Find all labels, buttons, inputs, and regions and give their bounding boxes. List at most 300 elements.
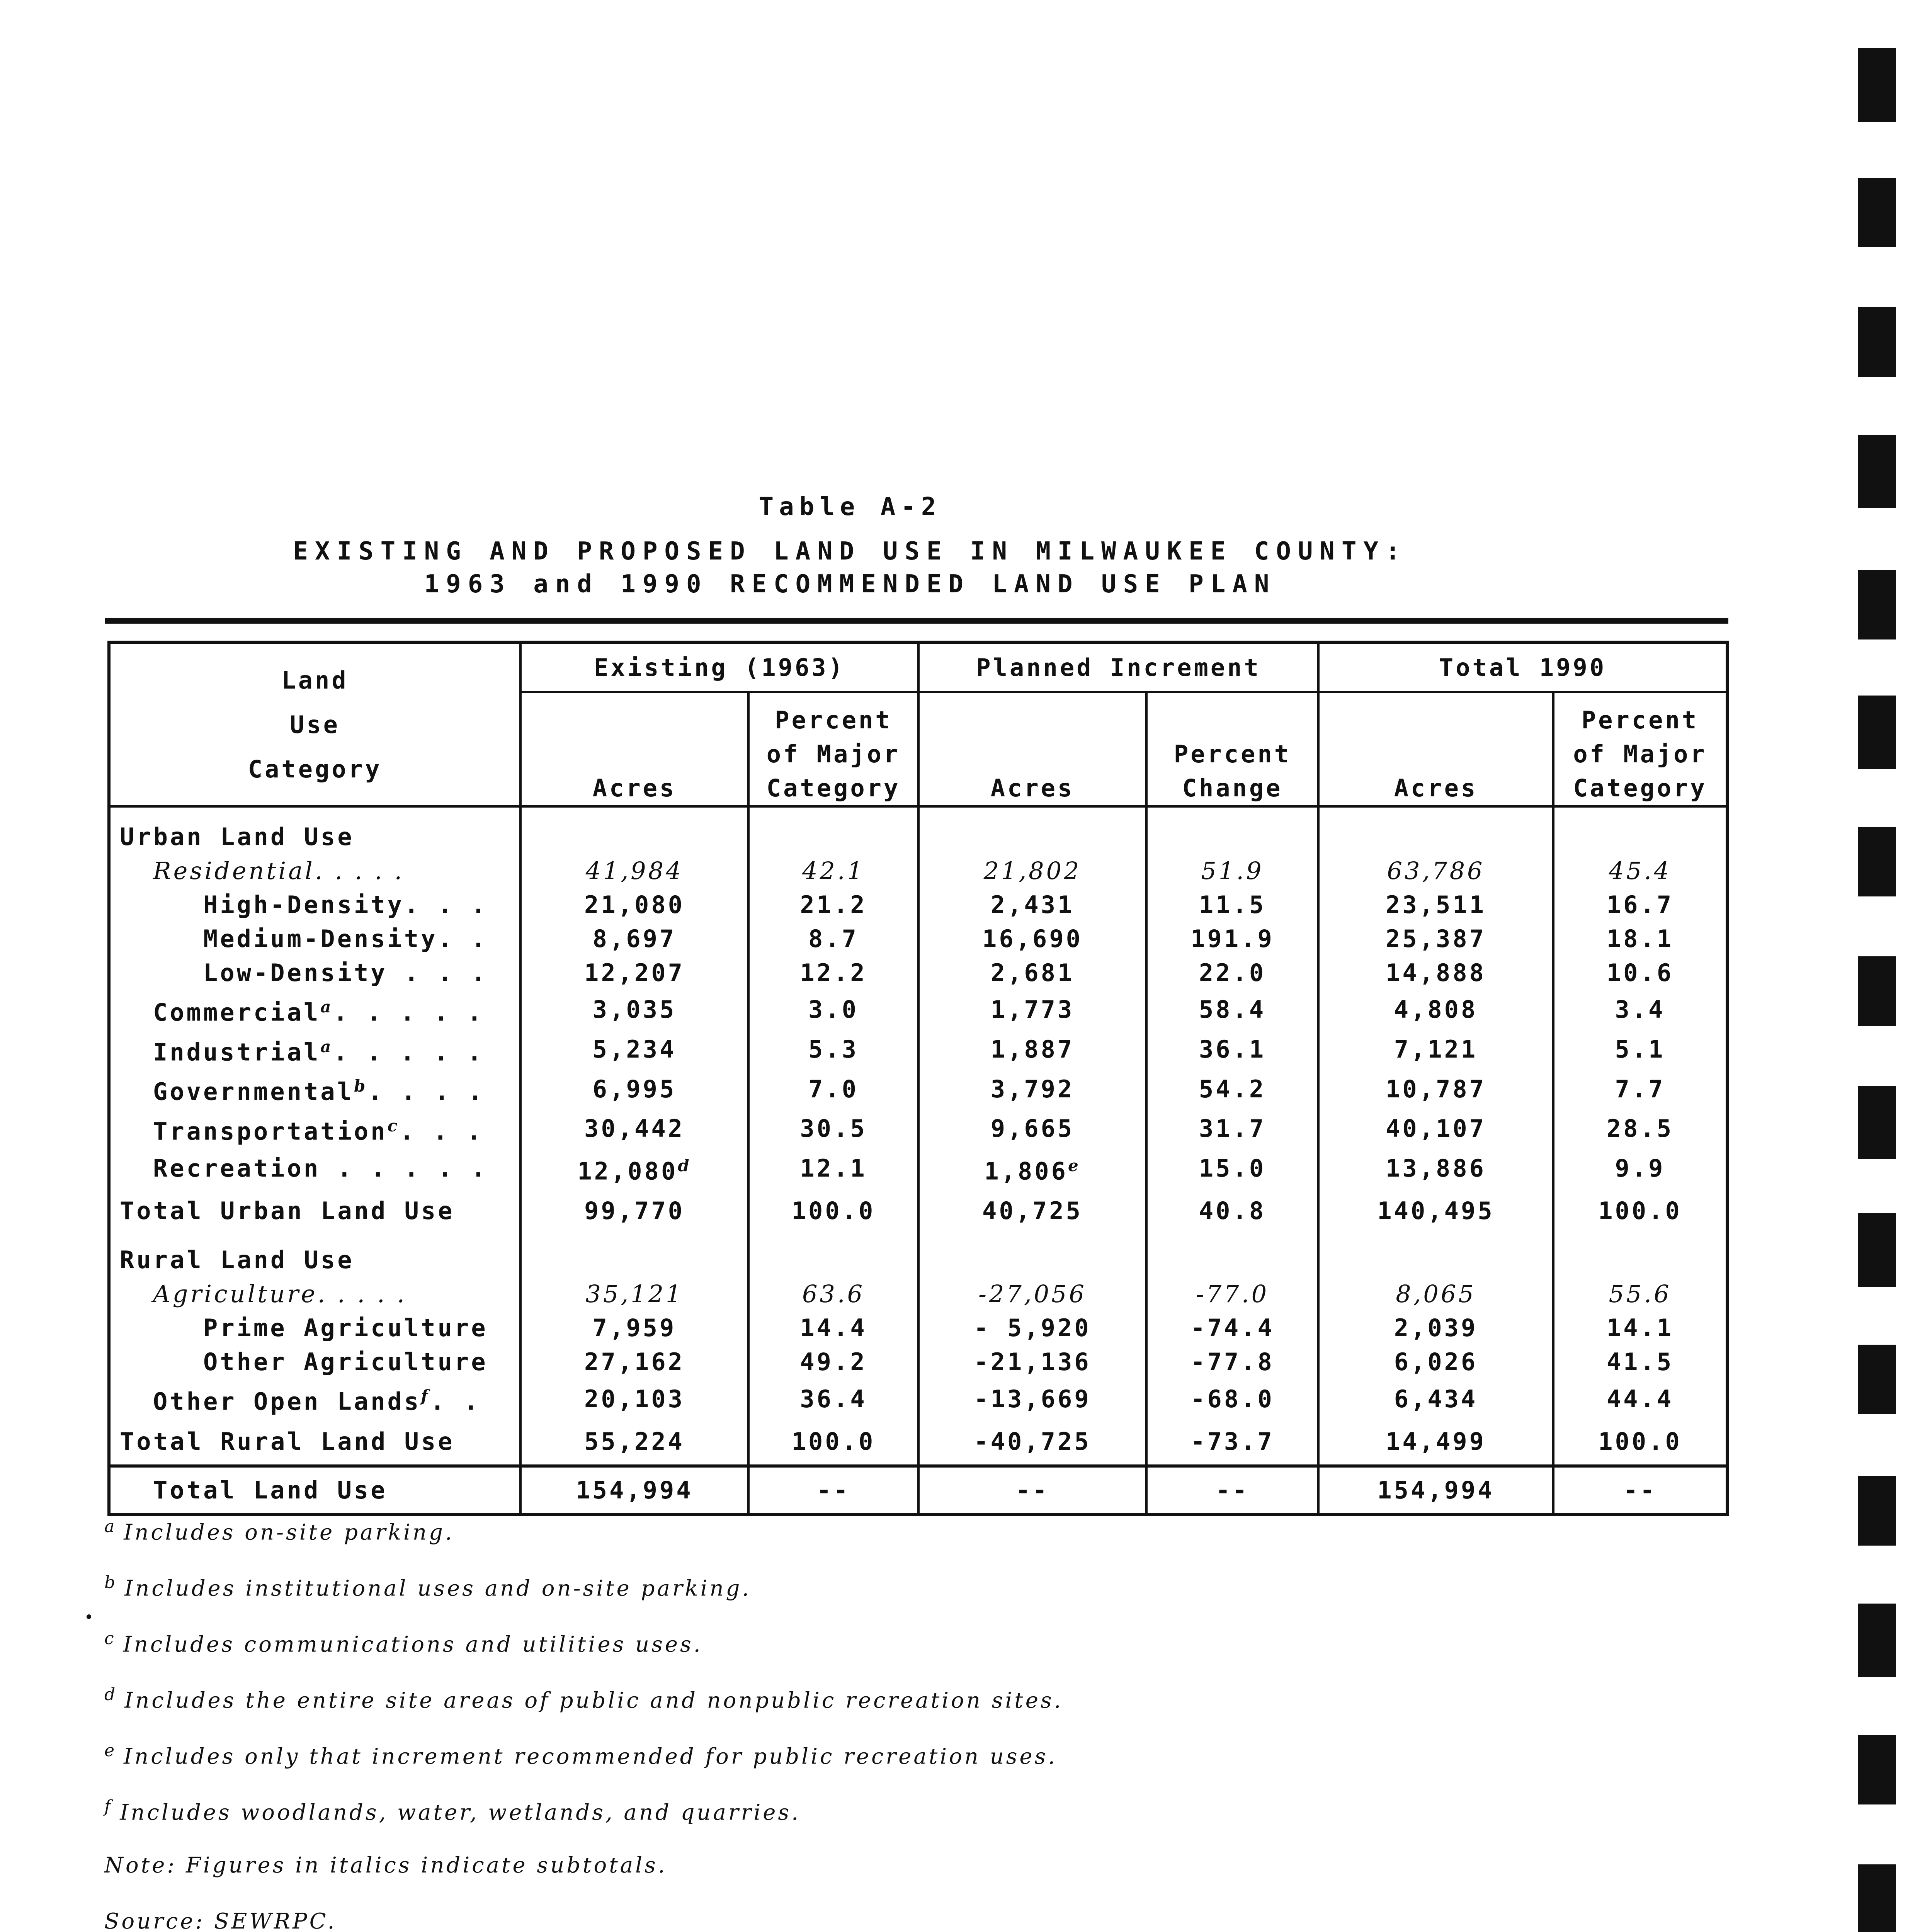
- cell-value: 13,886: [1386, 1154, 1486, 1182]
- table-cell: [1318, 1030, 1553, 1070]
- table-cell: [520, 1069, 748, 1109]
- cell-value: 154,994: [576, 1476, 693, 1504]
- row-label: [109, 1466, 520, 1515]
- table-cell: [918, 1466, 1146, 1515]
- row-label: [109, 1419, 520, 1466]
- table-cell: [918, 854, 1146, 888]
- footnote-d: [104, 1685, 1063, 1713]
- table-cell: [748, 1379, 918, 1419]
- cell-value: 15.0: [1199, 1154, 1266, 1182]
- leader-dots: . . . . .: [333, 998, 484, 1027]
- cell-value: 100.0: [791, 1427, 876, 1456]
- table-cell: [1553, 990, 1727, 1030]
- cell-value: 1,806: [984, 1157, 1068, 1185]
- table-cell: [918, 922, 1146, 956]
- table-cell: [1553, 1109, 1727, 1149]
- cell-value: 9.9: [1615, 1154, 1665, 1182]
- header-line: Category: [1573, 774, 1707, 802]
- cell-value: 21,080: [584, 891, 685, 919]
- table-cell: [1146, 854, 1318, 888]
- leader-dots: . .: [430, 1387, 481, 1416]
- cell-value: 7,121: [1394, 1035, 1478, 1063]
- table-row: [109, 956, 1727, 990]
- table-cell: [1146, 1188, 1318, 1234]
- footnote-text: Includes only that increment recommended for public recreation uses.: [124, 1744, 1058, 1769]
- footnote-text: Includes woodlands, water, wetlands, and quarries.: [120, 1800, 801, 1825]
- footnote-marker: e: [104, 1741, 117, 1760]
- table-cell: [1146, 1149, 1318, 1189]
- table-cell: [1318, 1345, 1553, 1379]
- table-cell: [918, 888, 1146, 922]
- footnote-text: Includes on-site parking.: [124, 1520, 454, 1545]
- cell-value: -21,136: [974, 1348, 1091, 1376]
- table-cell: [1146, 1109, 1318, 1149]
- table-row: [109, 854, 1727, 888]
- cell-value: 100.0: [1598, 1427, 1682, 1456]
- cell-value: 35,121: [585, 1280, 684, 1308]
- footnote-marker: f: [104, 1797, 113, 1816]
- table-cell: [520, 806, 748, 854]
- cell-value: -77.0: [1196, 1280, 1269, 1308]
- row-label-text: Governmental: [153, 1077, 354, 1106]
- table-row: [109, 1345, 1727, 1379]
- binding-tab-mark: [1858, 1213, 1896, 1287]
- cell-value: -40,725: [974, 1427, 1091, 1456]
- footnote-f: [104, 1797, 801, 1825]
- cell-value: 154,994: [1377, 1476, 1495, 1504]
- table-cell: [1318, 990, 1553, 1030]
- table-cell: [1553, 854, 1727, 888]
- footnote-c: [104, 1629, 703, 1657]
- table-cell: [1318, 1069, 1553, 1109]
- table-cell: [1146, 956, 1318, 990]
- header-line: Use: [290, 710, 340, 739]
- table-row: [109, 1188, 1727, 1234]
- planned-percent-change-header: [1146, 692, 1318, 806]
- cell-value: 99,770: [584, 1197, 685, 1225]
- leader-dots: . . .: [400, 1117, 483, 1146]
- cell-value: 1,887: [990, 1035, 1075, 1063]
- row-label-text: Other Open Lands: [153, 1387, 421, 1416]
- table-cell: [1318, 1109, 1553, 1149]
- row-label: [109, 1311, 520, 1345]
- table-cell: [1318, 956, 1553, 990]
- table-cell: [748, 1234, 918, 1277]
- row-label: [109, 1188, 520, 1234]
- binding-tab-mark: [1858, 1086, 1896, 1159]
- cell-value: 12.1: [800, 1154, 867, 1182]
- table-cell: [1146, 1277, 1318, 1311]
- footnote-text: Note: Figures in italics indicate subtotals.: [104, 1853, 667, 1878]
- cell-value: 55.6: [1609, 1280, 1672, 1308]
- table-row: [109, 1109, 1727, 1149]
- cell-value: 10.6: [1606, 959, 1674, 987]
- cell-value: 8,065: [1396, 1280, 1476, 1308]
- table-cell: [520, 1466, 748, 1515]
- cell-value: -68.0: [1190, 1384, 1274, 1413]
- footnote-marker: c: [387, 1116, 400, 1135]
- table-cell: [1553, 956, 1727, 990]
- cell-value: 5.1: [1615, 1035, 1665, 1063]
- table-title-line-2: 1963 and 1990 RECOMMENDED LAND USE PLAN: [424, 570, 1276, 599]
- cell-value: 5,234: [592, 1035, 677, 1063]
- cell-value: --: [816, 1476, 850, 1504]
- binding-tab-mark: [1858, 178, 1896, 247]
- binding-tab-mark: [1858, 696, 1896, 769]
- table-row: [109, 1149, 1727, 1189]
- planned-increment-header: Planned Increment: [918, 642, 1318, 692]
- cell-value: 41.5: [1606, 1348, 1674, 1376]
- footnote-note: [104, 1909, 337, 1932]
- table-cell: [1318, 1466, 1553, 1515]
- table-cell: [1553, 1466, 1727, 1515]
- cell-value: 18.1: [1606, 925, 1674, 953]
- cell-value: 10,787: [1386, 1075, 1486, 1103]
- table-cell: [1146, 1379, 1318, 1419]
- table-cell: [748, 888, 918, 922]
- table-cell: [918, 1234, 1146, 1277]
- cell-value: 1,773: [990, 995, 1075, 1024]
- cell-value: 3.0: [808, 995, 859, 1024]
- footnote-marker: f: [421, 1386, 430, 1406]
- cell-value: 31.7: [1199, 1114, 1266, 1143]
- table-row: [109, 888, 1727, 922]
- table-cell: [520, 1277, 748, 1311]
- row-label-text: Prime Agriculture: [203, 1314, 488, 1342]
- table-cell: [1146, 922, 1318, 956]
- table-body: [109, 806, 1727, 1515]
- table-cell: [1318, 1277, 1553, 1311]
- table-cell: [520, 854, 748, 888]
- table-row: [109, 1069, 1727, 1109]
- cell-value: --: [1623, 1476, 1657, 1504]
- row-label: [109, 956, 520, 990]
- footnote-note: [104, 1853, 667, 1878]
- table-cell: [520, 888, 748, 922]
- table-cell: [1146, 888, 1318, 922]
- table-cell: [918, 990, 1146, 1030]
- footnote-marker: d: [678, 1156, 692, 1175]
- row-label-text: Medium-Density. .: [203, 925, 488, 953]
- cell-value: 63,786: [1387, 857, 1485, 885]
- row-label: [109, 1149, 520, 1189]
- footnote-marker: e: [1068, 1156, 1081, 1175]
- table-row: [109, 922, 1727, 956]
- cell-value: 63.6: [802, 1280, 865, 1308]
- binding-tab-mark: [1858, 827, 1896, 896]
- cell-value: 3,035: [592, 995, 677, 1024]
- table-cell: [748, 1069, 918, 1109]
- existing-percent-header: [748, 692, 918, 806]
- table-cell: [918, 1419, 1146, 1466]
- table-cell: [1553, 1379, 1727, 1419]
- table-cell: [748, 1277, 918, 1311]
- header-line: Percent: [1173, 740, 1291, 768]
- cell-value: 49.2: [800, 1348, 867, 1376]
- cell-value: 16.7: [1606, 891, 1674, 919]
- existing-1963-header: Existing (1963): [520, 642, 918, 692]
- footnote-marker: d: [104, 1685, 118, 1704]
- cell-value: 140,495: [1377, 1197, 1495, 1225]
- cell-value: 51.9: [1201, 857, 1264, 885]
- row-label: [109, 1109, 520, 1149]
- footnote-marker: a: [320, 1037, 333, 1056]
- table-cell: [748, 1149, 918, 1189]
- table-cell: [1318, 1149, 1553, 1189]
- cell-value: 36.4: [800, 1384, 867, 1413]
- table-cell: [1553, 1069, 1727, 1109]
- footnote-marker: a: [104, 1517, 117, 1536]
- table-cell: [1318, 922, 1553, 956]
- header-line: Percent: [1581, 706, 1699, 734]
- table-cell: [918, 1109, 1146, 1149]
- header-line: Land: [281, 666, 349, 694]
- cell-value: 6,434: [1394, 1384, 1478, 1413]
- table-cell: [1318, 1379, 1553, 1419]
- row-label: [109, 1030, 520, 1070]
- cell-value: 7,959: [592, 1314, 677, 1342]
- binding-tab-mark: [1858, 435, 1896, 508]
- table-cell: [1553, 1188, 1727, 1234]
- row-label-text: Total Land Use: [153, 1476, 388, 1504]
- table-cell: [1146, 1311, 1318, 1345]
- title-rule: [105, 618, 1728, 624]
- cell-value: 45.4: [1609, 857, 1672, 885]
- cell-value: 27,162: [584, 1348, 685, 1376]
- table-cell: [1318, 806, 1553, 854]
- footnote-marker: b: [354, 1077, 368, 1096]
- table-cell: [748, 1188, 918, 1234]
- binding-tab-mark: [1858, 48, 1896, 122]
- cell-value: -13,669: [974, 1384, 1091, 1413]
- cell-value: 4,808: [1394, 995, 1478, 1024]
- table-row: [109, 1311, 1727, 1345]
- cell-value: 6,995: [592, 1075, 677, 1103]
- cell-value: 22.0: [1199, 959, 1266, 987]
- table-cell: [1318, 854, 1553, 888]
- binding-tab-mark: [1858, 1476, 1896, 1546]
- cell-value: 16,690: [982, 925, 1083, 953]
- row-label-text: Commercial: [153, 998, 321, 1027]
- cell-value: 14.1: [1606, 1314, 1674, 1342]
- table-cell: [520, 1419, 748, 1466]
- row-label: [109, 922, 520, 956]
- table-cell: [748, 1345, 918, 1379]
- cell-value: - 5,920: [974, 1314, 1091, 1342]
- cell-value: 8.7: [808, 925, 859, 953]
- table-cell: [1553, 1277, 1727, 1311]
- table-label: Table A-2: [759, 493, 942, 521]
- total-percent-header: [1553, 692, 1727, 806]
- cell-value: 100.0: [1598, 1197, 1682, 1225]
- table-cell: [918, 1311, 1146, 1345]
- row-label-text: Other Agriculture: [203, 1348, 488, 1376]
- footnote-text: Includes institutional uses and on-site parking.: [124, 1576, 752, 1601]
- footnote-text: Source: SEWRPC.: [104, 1909, 337, 1932]
- cell-value: 2,681: [990, 959, 1075, 987]
- table-cell: [918, 1030, 1146, 1070]
- row-label-text: High-Density. . .: [203, 891, 488, 919]
- binding-tab-mark: [1858, 1735, 1896, 1804]
- row-label: [109, 990, 520, 1030]
- table-cell: [918, 1069, 1146, 1109]
- cell-value: 14,888: [1386, 959, 1486, 987]
- table-row: [109, 990, 1727, 1030]
- row-label-text: Rural Land Use: [120, 1246, 354, 1274]
- cell-value: 44.4: [1606, 1384, 1674, 1413]
- binding-tab-mark: [1858, 1604, 1896, 1677]
- cell-value: 36.1: [1199, 1035, 1266, 1063]
- table-cell: [748, 1419, 918, 1466]
- header-line: Percent: [775, 706, 892, 734]
- row-label: [109, 806, 520, 854]
- table-cell: [918, 956, 1146, 990]
- table-cell: [1318, 1234, 1553, 1277]
- cell-value: 30,442: [584, 1114, 685, 1143]
- planned-acres-header: Acres: [918, 692, 1146, 806]
- row-label-text: Urban Land Use: [120, 823, 354, 851]
- cell-value: 12,080: [577, 1157, 678, 1185]
- cell-value: 8,697: [592, 925, 677, 953]
- cell-value: 3.4: [1615, 995, 1665, 1024]
- table-cell: [1553, 1030, 1727, 1070]
- table-cell: [520, 1311, 748, 1345]
- table-cell: [1553, 888, 1727, 922]
- table-row: [109, 806, 1727, 854]
- footnote-text: Includes the entire site areas of public and nonpublic recreation sites.: [124, 1688, 1063, 1713]
- table-title-line-1: EXISTING AND PROPOSED LAND USE IN MILWAUKEE COUNTY:: [293, 537, 1407, 566]
- table-cell: [1553, 1234, 1727, 1277]
- cell-value: 7.0: [808, 1075, 859, 1103]
- binding-tab-mark: [1858, 956, 1896, 1026]
- row-label: [109, 1345, 520, 1379]
- table-cell: [1146, 990, 1318, 1030]
- cell-value: 100.0: [791, 1197, 876, 1225]
- table-row: [109, 1234, 1727, 1277]
- cell-value: 28.5: [1606, 1114, 1674, 1143]
- header-line: of Major: [766, 740, 901, 768]
- cell-value: 11.5: [1199, 891, 1266, 919]
- table-cell: [520, 922, 748, 956]
- table-cell: [1146, 1466, 1318, 1515]
- row-label-text: Total Rural Land Use: [120, 1427, 455, 1456]
- table-cell: [520, 956, 748, 990]
- land-use-table: [107, 641, 1729, 1516]
- table-cell: [918, 1379, 1146, 1419]
- cell-value: 41,984: [585, 857, 684, 885]
- cell-value: 55,224: [584, 1427, 685, 1456]
- table-cell: [1553, 1345, 1727, 1379]
- table-cell: [1146, 1234, 1318, 1277]
- table-cell: [520, 1109, 748, 1149]
- table-cell: [918, 1188, 1146, 1234]
- cell-value: 2,431: [990, 891, 1075, 919]
- binding-tab-mark: [1858, 570, 1896, 639]
- row-label: [109, 888, 520, 922]
- table-cell: [1318, 888, 1553, 922]
- existing-acres-header: Acres: [520, 692, 748, 806]
- table-cell: [1146, 806, 1318, 854]
- table-cell: [1553, 806, 1727, 854]
- table-cell: [1146, 1419, 1318, 1466]
- table-cell: [1146, 1030, 1318, 1070]
- table-cell: [918, 1345, 1146, 1379]
- total-acres-header: Acres: [1318, 692, 1553, 806]
- binding-tab-mark: [1858, 307, 1896, 377]
- cell-value: 20,103: [584, 1384, 685, 1413]
- table-cell: [748, 1311, 918, 1345]
- row-label-text: Low-Density . . .: [203, 959, 488, 987]
- table-cell: [1318, 1188, 1553, 1234]
- table-cell: [748, 806, 918, 854]
- land-use-category-header: [109, 642, 520, 806]
- row-label: [109, 1234, 520, 1277]
- leader-dots: . . . . .: [333, 1038, 484, 1066]
- table-cell: [918, 1149, 1146, 1189]
- cell-value: 14.4: [800, 1314, 867, 1342]
- table-cell: [520, 1188, 748, 1234]
- cell-value: 3,792: [990, 1075, 1075, 1103]
- table-row: [109, 1466, 1727, 1515]
- cell-value: 7.7: [1615, 1075, 1665, 1103]
- row-label-text: Recreation . . . . .: [153, 1154, 488, 1182]
- table-cell: [1318, 1311, 1553, 1345]
- table-cell: [748, 1109, 918, 1149]
- table-cell: [918, 806, 1146, 854]
- table-cell: [918, 1277, 1146, 1311]
- table-cell: [748, 922, 918, 956]
- row-label: [109, 1277, 520, 1311]
- cell-value: 54.2: [1199, 1075, 1266, 1103]
- table-cell: [748, 854, 918, 888]
- table-cell: [748, 956, 918, 990]
- cell-value: 21.2: [800, 891, 867, 919]
- table-cell: [748, 990, 918, 1030]
- table-cell: [748, 1466, 918, 1515]
- cell-value: 12.2: [800, 959, 867, 987]
- footnote-marker: b: [104, 1573, 118, 1592]
- header-line: of Major: [1573, 740, 1707, 768]
- cell-value: 23,511: [1386, 891, 1486, 919]
- row-label-text: Residential. . . . .: [153, 857, 405, 885]
- cell-value: -77.8: [1190, 1348, 1274, 1376]
- row-label: [109, 1069, 520, 1109]
- table-cell: [520, 1379, 748, 1419]
- cell-value: 191.9: [1190, 925, 1274, 953]
- row-label-text: Total Urban Land Use: [120, 1197, 455, 1225]
- cell-value: 40,725: [982, 1197, 1083, 1225]
- cell-value: 5.3: [808, 1035, 859, 1063]
- table-cell: [520, 990, 748, 1030]
- table-cell: [1553, 922, 1727, 956]
- footnote-text: Includes communications and utilities uses.: [123, 1632, 703, 1657]
- cell-value: -74.4: [1190, 1314, 1274, 1342]
- cell-value: 42.1: [802, 857, 865, 885]
- table-cell: [520, 1234, 748, 1277]
- cell-value: -27,056: [978, 1280, 1087, 1308]
- cell-value: 40,107: [1386, 1114, 1486, 1143]
- footnote-a: [104, 1517, 454, 1545]
- binding-tab-mark: [1858, 1345, 1896, 1414]
- cell-value: -73.7: [1190, 1427, 1274, 1456]
- leader-dots: . . . .: [367, 1077, 485, 1106]
- cell-value: 30.5: [800, 1114, 867, 1143]
- cell-value: 14,499: [1386, 1427, 1486, 1456]
- row-label-text: Industrial: [153, 1038, 321, 1066]
- table-cell: [748, 1030, 918, 1070]
- cell-value: 12,207: [584, 959, 685, 987]
- row-label-text: Agriculture. . . . .: [153, 1280, 407, 1308]
